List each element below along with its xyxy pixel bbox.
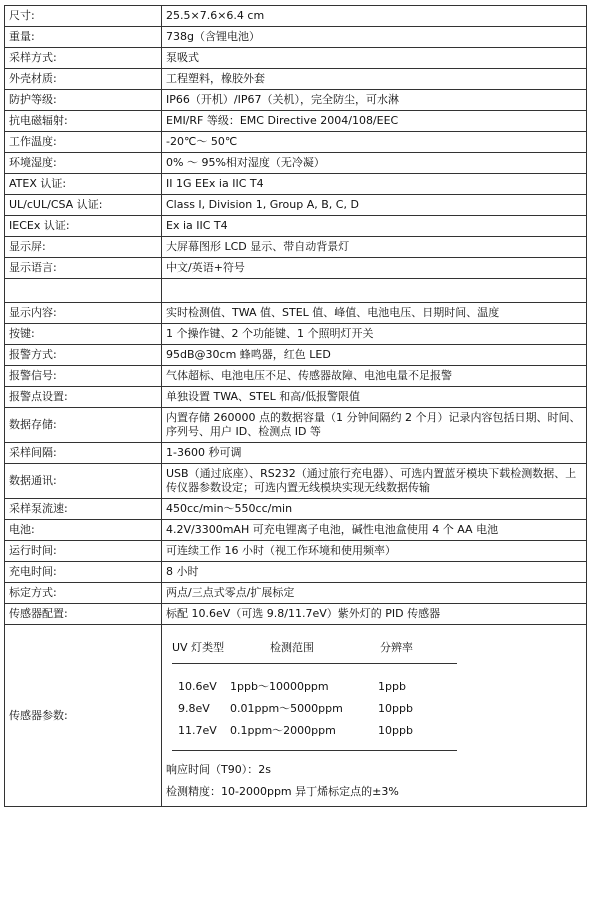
spec-key: 数据通讯: (5, 464, 162, 499)
spec-value: 实时检测值、TWA 值、STEL 值、峰值、电池电压、日期时间、温度 (162, 303, 587, 324)
spec-value: II 1G EEx ia IIC T4 (162, 174, 587, 195)
spec-key: UL/cUL/CSA 认证: (5, 195, 162, 216)
spec-value: USB（通过底座）、RS232（通过旅行充电器）、可选内置蓝牙模块下载检测数据、上传仪器参数设定；可选内置无线模块实现无线数据传输 (162, 464, 587, 499)
spec-key: 充电时间: (5, 562, 162, 583)
spec-key: ATEX 认证: (5, 174, 162, 195)
sensor-rows (172, 664, 457, 751)
spec-row (5, 216, 587, 237)
spec-row (5, 499, 587, 520)
spec-row (5, 408, 587, 443)
response-time: 响应时间（T90）：2s (166, 763, 271, 776)
spec-value: 中文/英语+符号 (162, 258, 587, 279)
spec-value: 可连续工作 16 小时（视工作环境和使用频率） (162, 541, 587, 562)
spec-table (4, 5, 587, 807)
spec-value: 450cc/min～550cc/min (162, 499, 587, 520)
spec-row (5, 153, 587, 174)
spec-row (5, 111, 587, 132)
spec-row (5, 237, 587, 258)
spec-row (5, 541, 587, 562)
spec-row (5, 69, 587, 90)
spec-row (5, 132, 587, 153)
header-lamp: UV 灯类型 (172, 641, 225, 654)
spec-row (5, 562, 587, 583)
spec-key: 按键: (5, 324, 162, 345)
spec-row (5, 303, 587, 324)
spec-value: -20℃～ 50℃ (162, 132, 587, 153)
spec-key: 报警信号: (5, 366, 162, 387)
spec-value: 气体超标、电池电压不足、传感器故障、电池电量不足报警 (162, 366, 587, 387)
spec-value: 738g（含锂电池） (162, 27, 587, 48)
header-range: 检测范围 (270, 641, 314, 654)
spec-row (5, 6, 587, 27)
spec-key: 显示屏: (5, 237, 162, 258)
lamp-resolution: 1ppb (378, 680, 406, 693)
spec-value: 25.5×7.6×6.4 cm (162, 6, 587, 27)
lamp-resolution: 10ppb (378, 702, 413, 715)
spec-row (5, 366, 587, 387)
spec-key: 工作温度: (5, 132, 162, 153)
header-resolution: 分辨率 (380, 641, 413, 654)
spec-value: 0% ～ 95%相对湿度（无冷凝） (162, 153, 587, 174)
lamp-range: 1ppb～10000ppm (230, 680, 329, 693)
spec-key: 重量: (5, 27, 162, 48)
blank-row (5, 279, 587, 303)
spec-key: 数据存储: (5, 408, 162, 443)
spec-key: 采样间隔: (5, 443, 162, 464)
spec-value: 1 个操作键、2 个功能键、1 个照明灯开关 (162, 324, 587, 345)
spec-value: 4.2V/3300mAH 可充电锂离子电池，碱性电池盒使用 4 个 AA 电池 (162, 520, 587, 541)
spec-key: 显示内容: (5, 303, 162, 324)
spec-key: 防护等级: (5, 90, 162, 111)
accuracy: 检测精度：10-2000ppm 异丁烯标定点的±3% (166, 785, 399, 798)
sensor-lamp-row (172, 676, 457, 698)
spec-row (5, 48, 587, 69)
spec-key: 标定方式: (5, 583, 162, 604)
spec-table-body (5, 6, 587, 807)
spec-row (5, 174, 587, 195)
spec-row (5, 345, 587, 366)
blank-cell (162, 279, 587, 303)
spec-key: 外壳材质: (5, 69, 162, 90)
sensor-key: 传感器参数: (5, 625, 162, 807)
spec-value: 95dB@30cm 蜂鸣器，红色 LED (162, 345, 587, 366)
spec-key: 采样泵流速: (5, 499, 162, 520)
spec-value: 1-3600 秒可调 (162, 443, 587, 464)
spec-row (5, 258, 587, 279)
spec-row (5, 520, 587, 541)
spec-value: 大屏幕图形 LCD 显示、带自动背景灯 (162, 237, 587, 258)
sensor-lamp-row (172, 698, 457, 720)
spec-key: 抗电磁辐射: (5, 111, 162, 132)
spec-key: 采样方式: (5, 48, 162, 69)
sensor-value (162, 625, 587, 807)
blank-cell (5, 279, 162, 303)
spec-value: EMI/RF 等级：EMC Directive 2004/108/EEC (162, 111, 587, 132)
spec-key: 报警方式: (5, 345, 162, 366)
spec-value: 单独设置 TWA、STEL 和高/低报警限值 (162, 387, 587, 408)
spec-key: 显示语言: (5, 258, 162, 279)
sensor-inner-table (172, 641, 457, 751)
spec-key: 环境湿度: (5, 153, 162, 174)
lamp-range: 0.01ppm～5000ppm (230, 702, 343, 715)
spec-row (5, 27, 587, 48)
spec-value: Ex ia IIC T4 (162, 216, 587, 237)
spec-key: 尺寸: (5, 6, 162, 27)
spec-value: IP66（开机）/IP67（关机），完全防尘，可水淋 (162, 90, 587, 111)
spec-row (5, 604, 587, 625)
spec-row (5, 324, 587, 345)
spec-row (5, 583, 587, 604)
spec-key: IECEx 认证: (5, 216, 162, 237)
lamp-type: 10.6eV (178, 680, 217, 693)
lamp-range: 0.1ppm～2000ppm (230, 724, 336, 737)
spec-value: 工程塑料，橡胶外套 (162, 69, 587, 90)
spec-row (5, 387, 587, 408)
spec-key: 报警点设置: (5, 387, 162, 408)
spec-key: 电池: (5, 520, 162, 541)
spec-value: 内置存储 260000 点的数据容量（1 分钟间隔约 2 个月）记录内容包括日期、时间、序列号、用户 ID、检测点 ID 等 (162, 408, 587, 443)
lamp-resolution: 10ppb (378, 724, 413, 737)
lamp-type: 9.8eV (178, 702, 210, 715)
sensor-lamp-row (172, 720, 457, 742)
spec-value: 两点/三点式零点/扩展标定 (162, 583, 587, 604)
sensor-header (172, 641, 457, 664)
spec-value: 8 小时 (162, 562, 587, 583)
spec-key: 运行时间: (5, 541, 162, 562)
sensor-row (5, 625, 587, 807)
spec-row (5, 464, 587, 499)
spec-value: 标配 10.6eV（可选 9.8/11.7eV）紫外灯的 PID 传感器 (162, 604, 587, 625)
spec-row (5, 195, 587, 216)
spec-key: 传感器配置: (5, 604, 162, 625)
lamp-type: 11.7eV (178, 724, 217, 737)
spec-row (5, 90, 587, 111)
spec-row (5, 443, 587, 464)
spec-value: Class I, Division 1, Group A, B, C, D (162, 195, 587, 216)
spec-value: 泵吸式 (162, 48, 587, 69)
